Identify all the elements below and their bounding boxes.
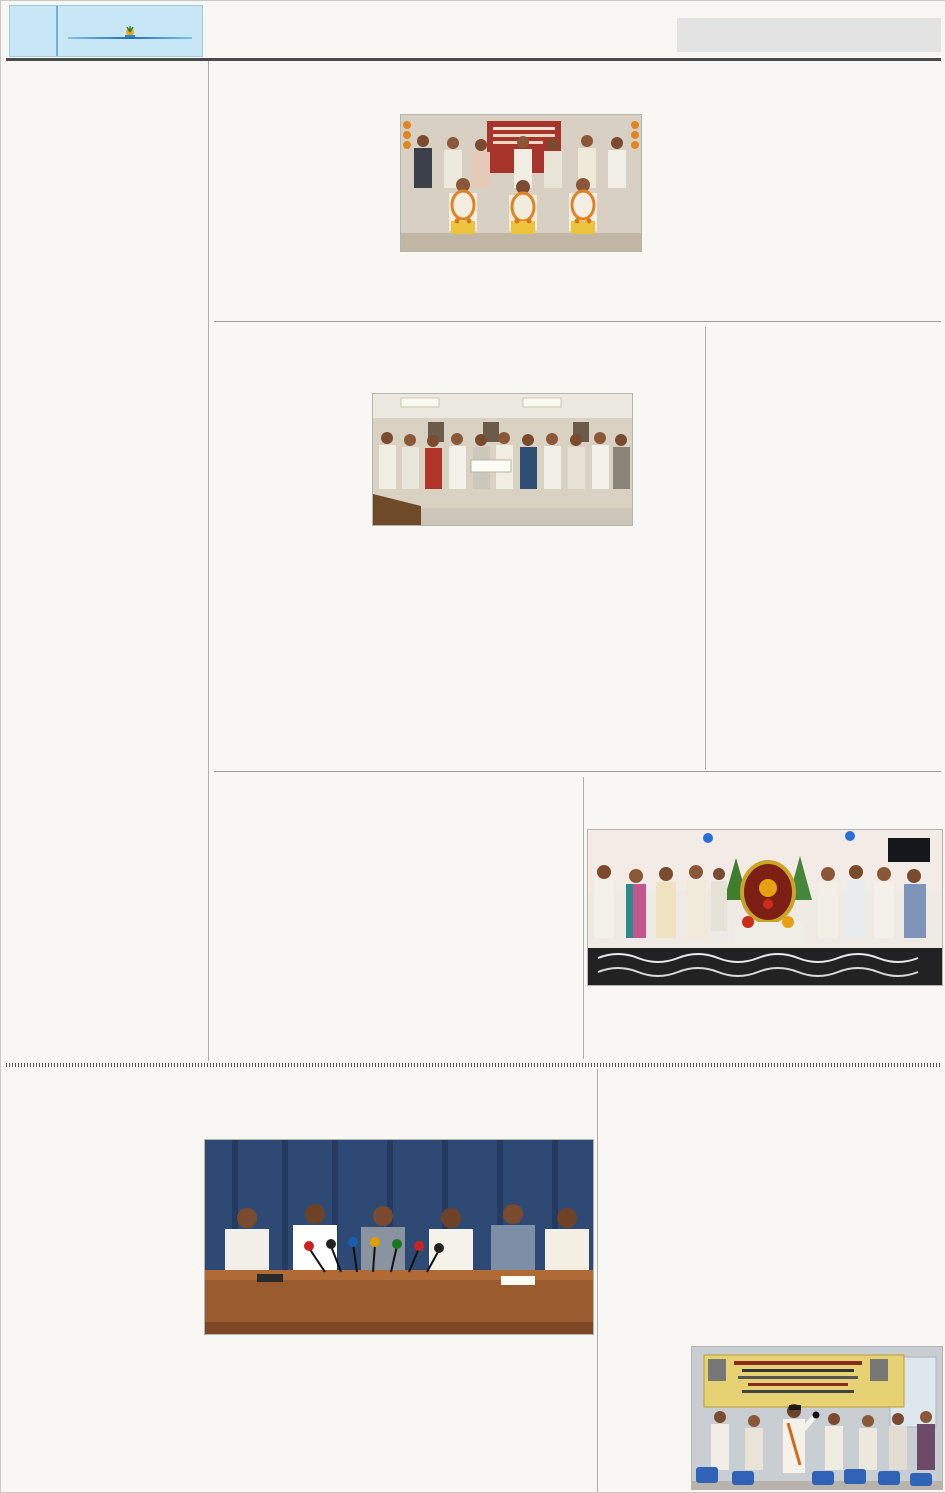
protocol-body-left — [214, 393, 366, 767]
admission-body-wrap — [709, 395, 941, 767]
photo-felicitation-ceremony — [400, 114, 642, 252]
left-rail-divider — [208, 61, 209, 1061]
sarvajna-body-right — [646, 114, 941, 317]
left-rail — [6, 63, 204, 896]
workshop-brief — [401, 839, 579, 1057]
edition-label — [677, 18, 941, 52]
section-rule — [214, 771, 941, 772]
sarvajna-body-center — [400, 254, 640, 317]
header-rule — [6, 58, 941, 61]
left-rail-article-4 — [6, 656, 204, 896]
liquor-body-wrap — [603, 1123, 941, 1339]
training-body-left — [214, 839, 392, 1057]
accusation-body-bottom — [204, 1341, 592, 1487]
paper-name — [121, 21, 139, 35]
protocol-body-right — [637, 393, 703, 767]
accusation-body-left — [6, 1129, 196, 1487]
column-divider — [583, 777, 584, 1059]
dashed-separator — [6, 1063, 941, 1067]
page-number — [10, 6, 56, 56]
palm-tree-sunset-icon — [123, 21, 137, 35]
photo-memorandum-handover — [372, 393, 633, 526]
left-rail-article-1 — [6, 66, 204, 262]
column-divider — [705, 327, 706, 769]
column-divider — [597, 1069, 598, 1492]
masthead — [9, 5, 203, 57]
section-rule — [214, 321, 941, 322]
left-rail-article-3 — [6, 460, 204, 648]
photo-press-conference — [204, 1139, 594, 1335]
protocol-body-bottom — [372, 529, 631, 767]
photo-hotel-inauguration — [587, 829, 943, 986]
sarvajna-body-left — [214, 114, 394, 317]
liquor-side-text — [603, 1346, 687, 1488]
photo-awareness-meeting — [691, 1346, 943, 1490]
hotel-body-wrap — [587, 989, 941, 1059]
masthead-rule — [68, 37, 192, 39]
left-rail-article-2 — [6, 268, 204, 454]
